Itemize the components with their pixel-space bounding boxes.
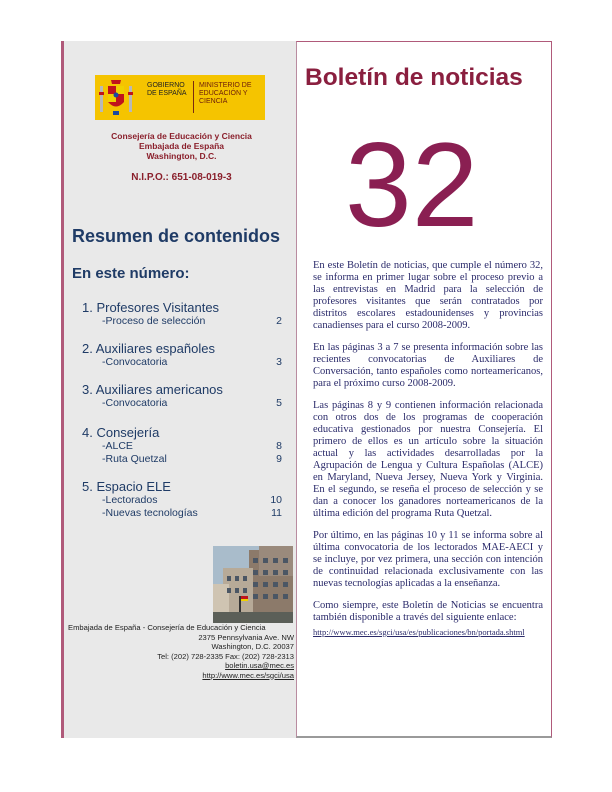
toc-section xyxy=(82,479,282,520)
paragraph: Por último, en las páginas 10 y 11 se informa sobre al última convocatoria de los lectorados MAE-AECI y se incluye, por vez primera, una sección con intención de continuidad relacionada exclusivamente con las nuevas tecnologías aplicadas a la enseñanza. xyxy=(313,530,543,589)
paragraph: En este Boletín de noticias, que cumple el número 32, se informa en primer lugar sobre el proceso previo a las entrevistas en Madrid para la selección de profesores visitantes que serán contratados por distritos escolares estadounidenses y provincias canadienses para el curso 2008-2009. xyxy=(313,260,543,331)
toc-item: -ALCE 8 xyxy=(102,440,282,452)
office-name: Consejería de Educación y Ciencia xyxy=(111,131,252,141)
paragraph: Las páginas 8 y 9 contienen información relacionada con otros dos de los programas de cooperación educativa gestionados por nuestra Consejería. El primero de ellos es un artículo sobre la situación actual y las actividades desarrolladas por la Agrupación de Lengua y Cultura Españolas (ALCE) en Maryland, Nueva Jersey, Nueva York y Virginia. En el segundo, se reseña el proceso de selección y se dan a conocer los ganadores norteamericanos de la última edición del programa Ruta Quetzal. xyxy=(313,400,543,519)
main-column xyxy=(296,41,552,738)
toc-section xyxy=(82,382,282,410)
newsletter-title: Boletín de noticias xyxy=(305,64,523,91)
embassy-name: Embajada de España xyxy=(138,141,225,151)
address-line: Embajada de España - Consejería de Educación y Ciencia xyxy=(68,623,266,632)
toc-item: -Nuevas tecnologías 11 xyxy=(102,507,282,519)
government-logo xyxy=(95,75,265,120)
issue-number: 32 xyxy=(345,118,479,252)
toc-title: 2. Auxiliares españoles xyxy=(82,341,215,356)
paragraph: En las páginas 3 a 7 se presenta información sobre las recientes convocatorias de Auxiliares de Conversación, tanto españoles como norteamericanos, para el próximo curso 2008-2009. xyxy=(313,342,543,389)
sidebar xyxy=(61,41,296,738)
toc-title: 4. Consejería xyxy=(82,425,160,440)
toc-title: 1. Profesores Visitantes xyxy=(82,300,220,315)
government-name: GOBIERNO DE ESPAÑA xyxy=(147,82,187,97)
nipo-code: N.I.P.O.: 651-08-019-3 xyxy=(131,172,232,183)
embassy-building-photo xyxy=(213,546,293,623)
website-link[interactable]: http://www.mec.es/sgci/usa xyxy=(202,670,294,680)
toc-title: 3. Auxiliares americanos xyxy=(82,382,223,397)
phone-fax: Tel: (202) 728-2335 Fax: (202) 728-2313 xyxy=(157,651,294,661)
toc-item: -Ruta Quetzal 9 xyxy=(102,453,282,465)
paragraph: Como siempre, este Boletín de Noticias se encuentra también disponible a través del siguiente enlace: xyxy=(313,600,543,623)
address-line: Washington, D.C. 20037 xyxy=(211,642,294,651)
office-city: Washington, D.C. xyxy=(146,151,217,161)
toc-item: -Lectorados 10 xyxy=(102,494,282,506)
email-link[interactable]: boletin.usa@mec.es xyxy=(225,661,294,670)
toc-item: -Proceso de selección 2 xyxy=(102,315,282,327)
toc-item: -Convocatoria 5 xyxy=(102,397,282,409)
toc-title: 5. Espacio ELE xyxy=(82,479,171,494)
toc-section xyxy=(82,300,282,328)
summary-title: Resumen de contenidos xyxy=(72,226,281,246)
article-body xyxy=(313,260,543,638)
address-line: 2375 Pennsylvania Ave. NW xyxy=(198,632,294,642)
coat-of-arms-icon xyxy=(99,78,133,117)
contact-address xyxy=(68,623,294,680)
newsletter-url-link[interactable]: http://www.mec.es/sgci/usa/es/publicaciones/bn/portada.shtml xyxy=(313,627,525,637)
logo-divider xyxy=(193,81,194,113)
ministry-name: MINISTERIO DE EDUCACIÓN Y CIENCIA xyxy=(199,82,252,105)
toc-section xyxy=(82,425,282,466)
toc-item: -Convocatoria 3 xyxy=(102,356,282,368)
issue-heading: En este número: xyxy=(72,265,190,282)
toc-section xyxy=(82,341,282,369)
